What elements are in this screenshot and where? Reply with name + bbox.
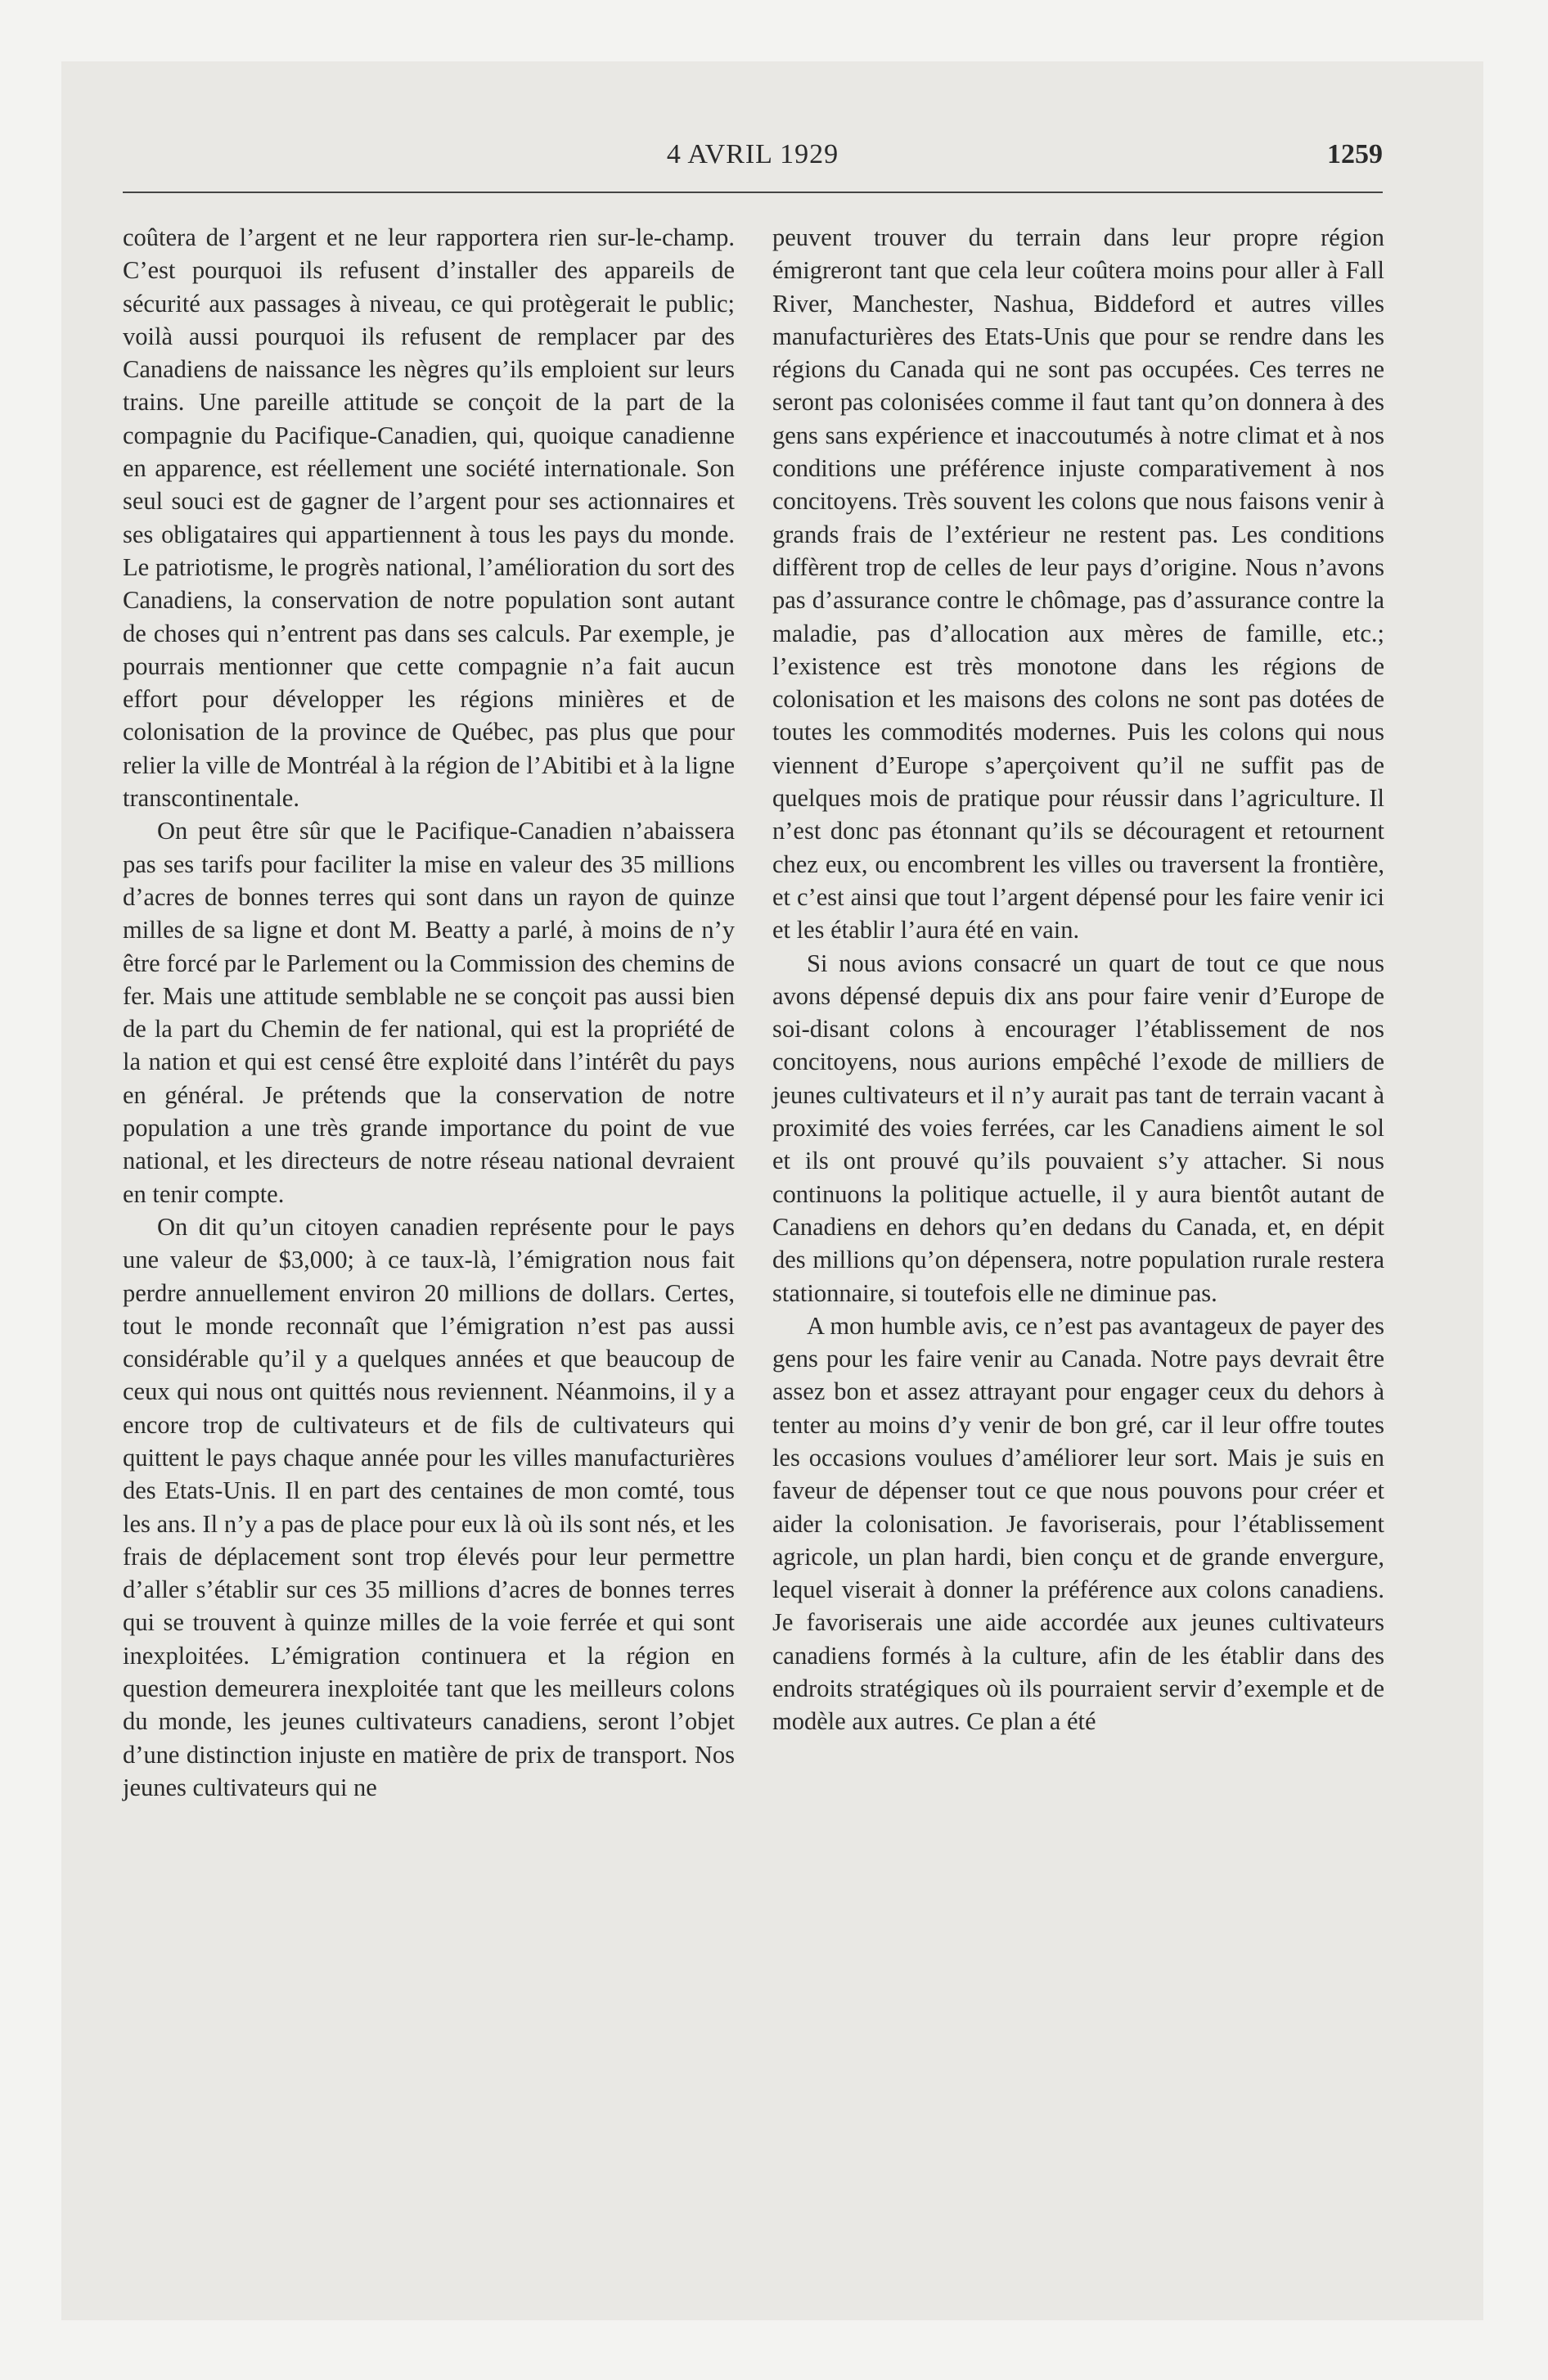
left-column	[123, 221, 735, 1804]
paragraph: On dit qu’un citoyen canadien représente pour le pays une valeur de $3,000; à ce taux-là, l’émigration nous fait perdre annuellement environ 20 millions de dollars. Certes, tout le monde reconnaît que l’émigration n’est pas aussi considérable qu’il y a quelques années et que beaucoup de ceux qui nous ont quittés nous reviennent. Néanmoins, il y a encore trop de cultivateurs et de fils de cultivateurs qui quittent le pays chaque année pour les villes manufacturières des Etats-Unis. Il en part des centaines de mon comté, tous les ans. Il n’y a pas de place pour eux là où ils sont nés, et les frais de déplacement sont trop élevés pour leur permettre d’aller s’établir sur ces 35 millions d’acres de bonnes terres qui se trouvent à quinze milles de la voie ferrée et qui sont inexploitées. L’émigration continuera et la région en question demeurera inexploitée tant que les meilleurs colons du monde, les jeunes cultivateurs canadiens, seront l’objet d’une distinction injuste en matière de prix de transport. Nos jeunes cultivateurs qui ne	[123, 1212, 735, 1801]
header-date: 4 AVRIL 1929	[666, 139, 839, 169]
paragraph: peuvent trouver du terrain dans leur propre région émigreront tant que cela leur coûtera moins pour aller à Fall River, Manchester, Nashua, Biddeford et autres villes manufacturières des Etats-Unis que pour se rendre dans les régions du Canada qui ne sont pas occupées. Ces terres ne seront pas colonisées comme il faut tant qu’on donnera à des gens sans expérience et inaccoutumés à notre climat et à nos conditions une préférence injuste comparativement à nos concitoyens. Très souvent les colons que nous faisons venir à grands frais de l’extérieur ne restent pas. Les conditions diffèrent trop de celles de leur pays d’origine. Nous n’avons pas d’assurance contre le chômage, pas d’assurance contre la maladie, pas d’allocation aux mères de famille, etc.; l’existence est très monotone dans les régions de colonisation et les maisons des colons ne sont pas dotées de toutes les commodités modernes. Puis les colons qui nous viennent d’Europe s’aperçoivent qu’il ne suffit pas de quelques mois de pratique pour réussir dans l’agriculture. Il n’est donc pas étonnant qu’ils se découragent et retournent chez eux, ou encombrent les villes ou traversent la frontière, et c’est ainsi que tout l’argent dépensé pour les faire venir ici et les établir l’aura été en vain.	[772, 223, 1384, 944]
paragraph: Si nous avions consacré un quart de tout ce que nous avons dépensé depuis dix ans pour faire venir d’Europe de soi-disant colons à encourager l’établissement de nos concitoyens, nous aurions empêché l’exode de milliers de jeunes cultivateurs et il n’y aurait pas tant de terrain vacant à proximité des voies ferrées, car les Canadiens aiment le sol et ils ont prouvé qu’ils pouvaient s’y attacher. Si nous continuons la politique actuelle, il y aura bientôt autant de Canadiens en dehors qu’en dedans du Canada, et, en dépit des millions qu’on dépensera, notre population rurale restera stationnaire, si toutefois elle ne diminue pas.	[772, 949, 1384, 1307]
right-column	[772, 221, 1384, 1738]
paragraph: A mon humble avis, ce n’est pas avantageux de payer des gens pour les faire venir au Canada. Notre pays devrait être assez bon et assez attrayant pour engager ceux du dehors à tenter au moins d’y venir de bon gré, car il leur offre toutes les occasions voulues d’améliorer leur sort. Mais je suis en faveur de dépenser tout ce que nous pouvons pour créer et aider la colonisation. Je favoriserais, pour l’établissement agricole, un plan hardi, bien conçu et de grande envergure, lequel viserait à donner la préférence aux colons canadiens. Je favoriserais une aide accordée aux jeunes cultivateurs canadiens formés à la culture, afin de les établir dans des endroits stratégiques où ils pourraient servir d’exemple et de modèle aux autres. Ce plan a été	[772, 1311, 1384, 1736]
header-rule	[123, 192, 1383, 193]
page-header	[123, 137, 1383, 178]
paragraph: coûtera de l’argent et ne leur rapportera rien sur-le-champ. C’est pourquoi ils refusent d’installer des appareils de sécurité aux passages à niveau, ce qui protègerait le public; voilà aussi pourquoi ils refusent de remplacer par des Canadiens de naissance les nègres qu’ils emploient sur leurs trains. Une pareille attitude se conçoit de la part de la compagnie du Pacifique-Canadien, qui, quoique canadienne en apparence, est réellement une société internationale. Son seul souci est de gagner de l’argent pour ses actionnaires et ses obligataires qui appartiennent à tous les pays du monde. Le patriotisme, le progrès national, l’amélioration du sort des Canadiens, la conservation de notre population sont autant de choses qui n’entrent pas dans ses calculs. Par exemple, je pourrais mentionner que cette compagnie n’a fait aucun effort pour développer les régions minières et de colonisation de la province de Québec, pas plus que pour relier la ville de Montréal à la région de l’Abitibi et à la ligne transcontinentale.	[123, 223, 735, 813]
page-number: 1259	[1327, 139, 1383, 169]
paragraph: On peut être sûr que le Pacifique-Canadien n’abaissera pas ses tarifs pour faciliter la mise en valeur des 35 millions d’acres de bonnes terres qui sont dans un rayon de quinze milles de sa ligne et dont M. Beatty a parlé, à moins de n’y être forcé par le Parlement ou la Commission des chemins de fer. Mais une attitude semblable ne se conçoit pas aussi bien de la part du Chemin de fer national, qui est la propriété de la nation et qui est censé être exploité dans l’intérêt du pays en général. Je prétends que la conservation de notre population a une très grande importance du point de vue national, et les directeurs de notre réseau national devraient en tenir compte.	[123, 817, 735, 1208]
